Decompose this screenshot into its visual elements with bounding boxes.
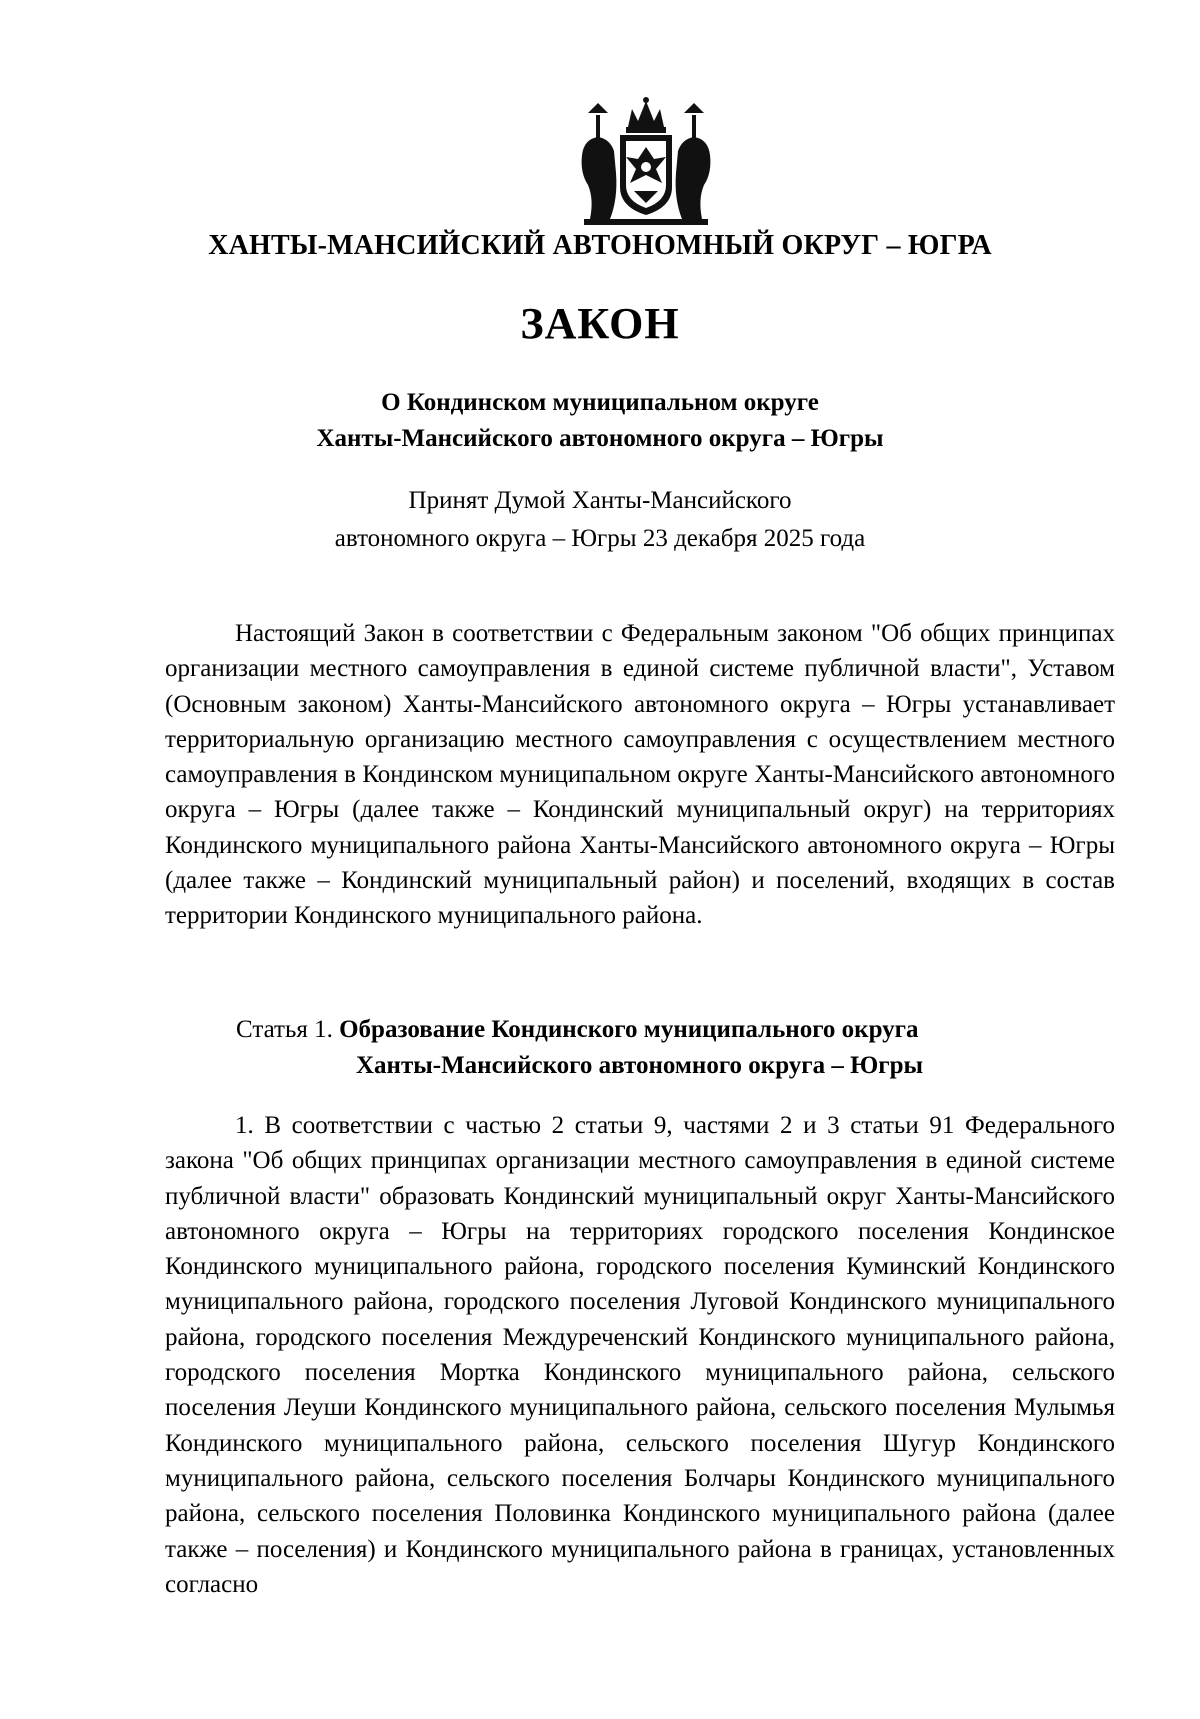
document-type: ЗАКОН bbox=[520, 299, 680, 348]
coat-of-arms-icon bbox=[576, 95, 716, 230]
law-title bbox=[0, 385, 1200, 457]
article-label: Статья 1. bbox=[236, 1016, 333, 1043]
law-title-line-2: Ханты-Мансийского автономного округа – Югры bbox=[316, 425, 884, 452]
article-title-line-2: Ханты-Мансийского автономного округа – Югры bbox=[356, 1052, 924, 1079]
article-1-clause-1: 1. В соответствии с частью 2 статьи 9, частями 2 и 3 статьи 91 Федерального закона "Об общих принципах организации местного самоуправления в единой системе публичной власти" образовать Кондинский муниципальный округ Ханты-Мансийского автономного округа – Югры на территориях городского поселения Кондинское Кондинского муниципального района, городского поселения Куминский Кондинского муниципального района, городского поселения Луговой Кондинского муниципального района, городского поселения Междуреченский Кондинского муниципального района, городского поселения Мортка Кондинского муниципального района, сельского поселения Леуши Кондинского муниципального района, сельского поселения Мулымья Кондинского муниципального района, сельского поселения Шугур Кондинского муниципального района, сельского поселения Болчары Кондинского муниципального района, сельского поселения Половинка Кондинского муниципального района (далее также – поселения) и Кондинского муниципального района в границах, установленных согласно bbox=[165, 1112, 1115, 1598]
region-heading: ХАНТЫ-МАНСИЙСКИЙ АВТОНОМНЫЙ ОКРУГ – ЮГРА bbox=[208, 230, 992, 261]
article-1-heading-line-1 bbox=[236, 1012, 923, 1048]
adoption-line-2: автономного округа – Югры 23 декабря 2025 года bbox=[334, 525, 866, 552]
preamble-paragraph: Настоящий Закон в соответствии с Федеральным законом "Об общих принципах организации местного самоуправления в единой системе публичной власти", Уставом (Основным законом) Ханты-Мансийского автономного округа – Югры устанавливает территориальную организацию местного самоуправления с осуществлением местного самоуправления в Кондинском муниципальном округе Ханты-Мансийского автономного округа – Югры (далее также – Кондинский муниципальный округ) на территориях Кондинского муниципального района Ханты-Мансийского автономного округа – Югры (далее также – Кондинский муниципальный район) и поселений, входящих в состав территории Кондинского муниципального района. bbox=[165, 620, 1115, 930]
adoption-note bbox=[0, 482, 1200, 558]
adoption-line-1: Принят Думой Ханты-Мансийского bbox=[408, 487, 792, 514]
article-title-line-1: Образование Кондинского муниципального округа bbox=[339, 1016, 919, 1043]
law-title-line-1: О Кондинском муниципальном округе bbox=[381, 389, 819, 416]
article-1-heading bbox=[236, 1012, 923, 1084]
